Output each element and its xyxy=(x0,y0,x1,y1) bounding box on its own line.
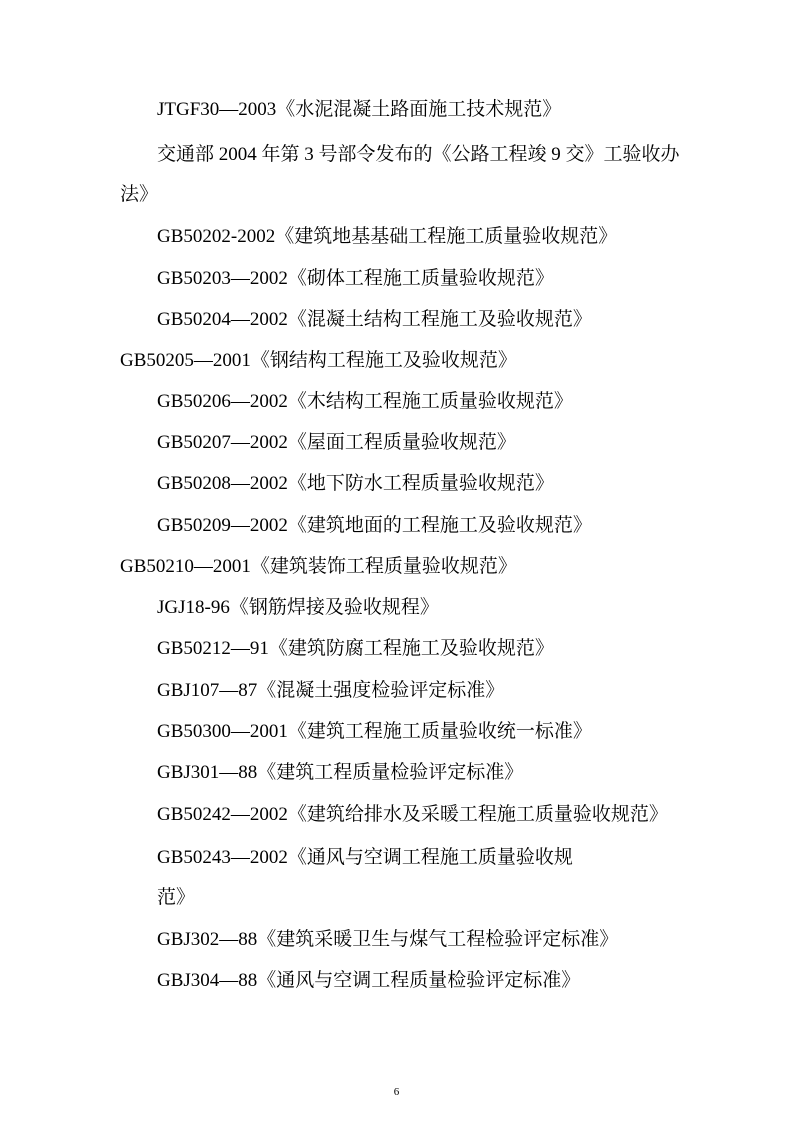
text-line: 交通部 2004 年第 3 号部令发布的《公路工程竣 9 交》工验收办 xyxy=(157,144,680,165)
text-line: GB50203—2002《砌体工程施工质量验收规范》 xyxy=(157,268,554,289)
text-line: GB50207—2002《屋面工程质量验收规范》 xyxy=(157,432,516,453)
text-line: GB50212—91《建筑防腐工程施工及验收规范》 xyxy=(157,638,554,659)
text-line: GBJ301—88《建筑工程质量检验评定标准》 xyxy=(157,762,524,783)
text-line: GB50300—2001《建筑工程施工质量验收统一标准》 xyxy=(157,721,592,742)
text-line: JTGF30—2003《水泥混凝土路面施工技术规范》 xyxy=(157,99,562,120)
page-number: 6 xyxy=(393,1086,400,1098)
text-line: GB50209—2002《建筑地面的工程施工及验收规范》 xyxy=(157,515,592,536)
text-line: GB50205—2001《钢结构工程施工及验收规范》 xyxy=(120,350,517,371)
text-line: GBJ302—88《建筑采暖卫生与煤气工程检验评定标准》 xyxy=(157,929,619,950)
text-line: GB50243—2002《通风与空调工程施工质量验收规 xyxy=(157,847,573,868)
text-line: GB50242—2002《建筑给排水及采暖工程施工质量验收规范》 xyxy=(157,804,668,825)
text-line: 范》 xyxy=(157,887,196,908)
text-line: GB50210—2001《建筑装饰工程质量验收规范》 xyxy=(120,556,517,577)
text-line: 法》 xyxy=(120,184,159,205)
text-line: JGJ18-96《钢筋焊接及验收规程》 xyxy=(157,597,439,618)
text-line: GB50202-2002《建筑地基基础工程施工质量验收规范》 xyxy=(157,226,618,247)
text-line: GBJ304—88《通风与空调工程质量检验评定标准》 xyxy=(157,970,581,991)
text-line: GBJ107—87《混凝土强度检验评定标准》 xyxy=(157,680,505,701)
text-line: GB50206—2002《木结构工程施工质量验收规范》 xyxy=(157,391,573,412)
text-line: GB50204—2002《混凝土结构工程施工及验收规范》 xyxy=(157,309,592,330)
text-line: GB50208—2002《地下防水工程质量验收规范》 xyxy=(157,473,554,494)
